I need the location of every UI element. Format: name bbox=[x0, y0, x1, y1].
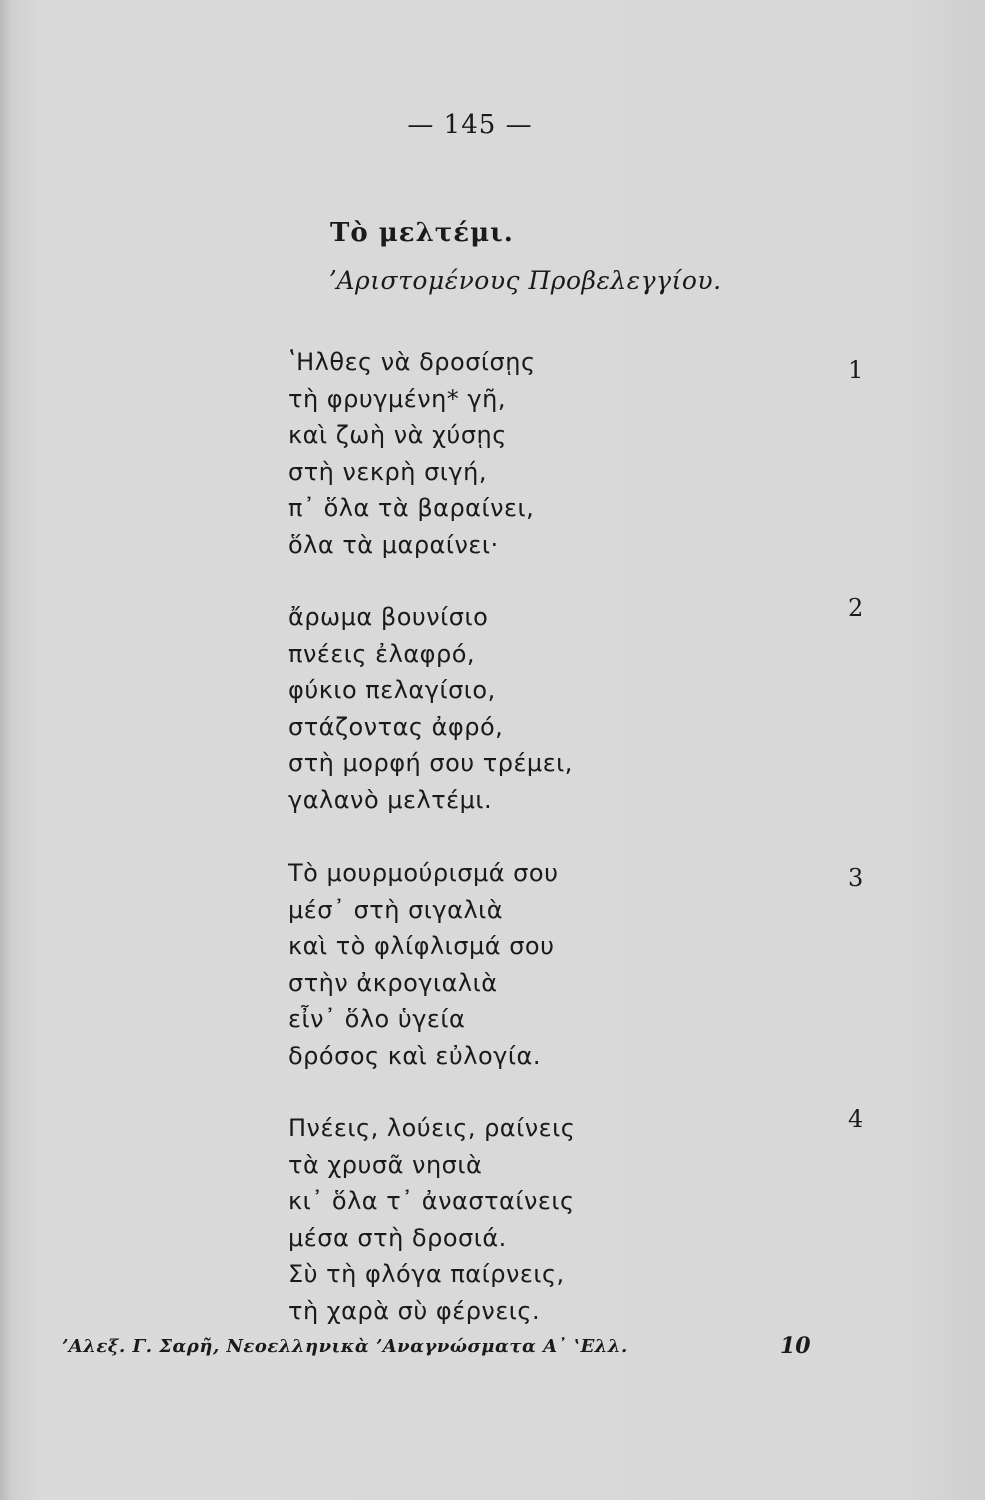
verse-line: πνέεις ἐλαφρό, bbox=[288, 639, 476, 668]
verse-line: Πνέεις, λούεις, ραίνεις bbox=[288, 1114, 576, 1142]
verse-line: π᾽ ὅλα τὰ βαραίνει, bbox=[288, 494, 535, 522]
verse-line: εἶν᾽ ὅλο ὑγεία bbox=[288, 1005, 466, 1033]
verse-line: φύκιο πελαγίσιο, bbox=[288, 676, 496, 704]
verse-line: καὶ τὸ φλίφλισμά σου bbox=[288, 932, 555, 960]
verse-line: στάζοντας ἀφρό, bbox=[288, 712, 504, 741]
verse-line: τὴ φρυγμένη* γῆ, bbox=[288, 384, 506, 413]
stanza-1 bbox=[288, 344, 536, 563]
verse-line: ἄρωμα βουνίσιο bbox=[288, 603, 489, 631]
stanza-3 bbox=[288, 855, 558, 1074]
verse-line: μέσα στὴ δροσιά. bbox=[288, 1223, 507, 1252]
footer-citation: ʼΑλεξ. Γ. Σαρῆ, Νεοελληνικὰ ʼΑναγνώσματα Α᾽ ʽΕλλ. bbox=[62, 1336, 628, 1357]
verse-line: γαλανὸ μελτέμι. bbox=[288, 785, 493, 814]
verse-line: τὰ χρυσᾶ νησιὰ bbox=[288, 1150, 483, 1179]
verse-line: ʽΗλθες νὰ δροσίσῃς bbox=[288, 348, 536, 376]
verse-line: Σὺ τὴ φλόγα παίρνεις, bbox=[288, 1260, 565, 1288]
poem-title: Τὸ μελτέμι. bbox=[330, 218, 514, 248]
verse-line: καὶ ζωὴ νὰ χύσῃς bbox=[288, 421, 507, 449]
verse-line: Τὸ μουρμούρισμά σου bbox=[288, 859, 559, 887]
verse-line: τὴ χαρὰ σὺ φέρνεις. bbox=[288, 1296, 541, 1325]
stanza-number: 1 bbox=[848, 356, 864, 384]
verse-line: ὅλα τὰ μαραίνει· bbox=[288, 530, 499, 559]
stanza-number: 2 bbox=[848, 594, 864, 622]
printer-signature: 10 bbox=[780, 1333, 811, 1359]
verse-line: στὴ νεκρὴ σιγή, bbox=[288, 457, 487, 486]
verse-line: στὴν ἀκρογιαλιὰ bbox=[288, 968, 498, 997]
poem-author: ʼΑριστομένους Προβελεγγίου. bbox=[328, 266, 722, 295]
stanza-number: 4 bbox=[848, 1105, 864, 1133]
stanza-4 bbox=[288, 1110, 575, 1329]
page-number: — 145 — bbox=[407, 110, 533, 140]
verse-line: μέσ᾽ στὴ σιγαλιὰ bbox=[288, 895, 504, 924]
verse-line: κι᾽ ὅλα τ᾽ ἀνασταίνεις bbox=[288, 1187, 575, 1215]
stanza-2 bbox=[288, 599, 573, 818]
stanza-number: 3 bbox=[848, 864, 864, 892]
verse-line: στὴ μορφή σου τρέμει, bbox=[288, 749, 573, 777]
verse-line: δρόσος καὶ εὐλογία. bbox=[288, 1041, 541, 1070]
